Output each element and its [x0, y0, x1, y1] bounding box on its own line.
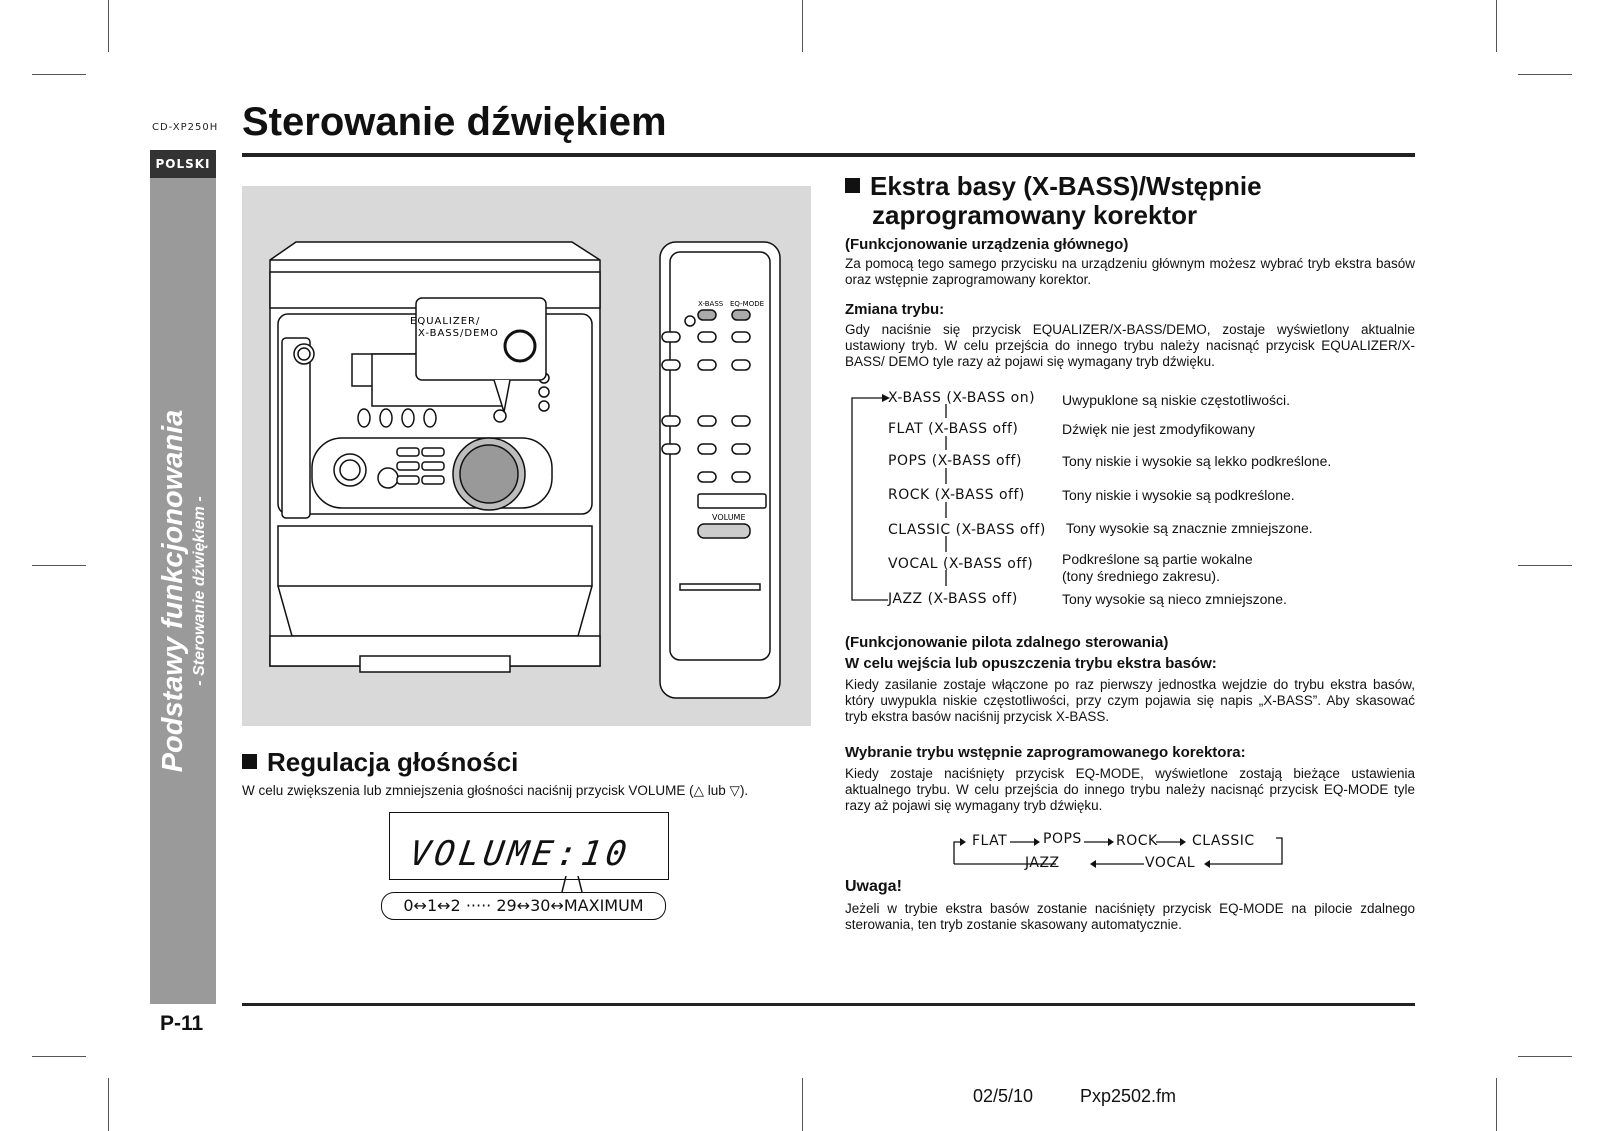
stereo-and-remote-drawing [242, 186, 811, 726]
mode-name: FLAT (X-BASS off) [888, 421, 1019, 437]
eq-pops: POPS [1043, 831, 1082, 847]
mode-desc: Tony wysokie są nieco zmniejszone. [1062, 591, 1287, 607]
model-number: CD-XP250H [152, 122, 219, 133]
mode-change-heading: Zmiana trybu: [845, 301, 945, 318]
footer-date: 02/5/10 [973, 1086, 1034, 1106]
mode-name: VOCAL (X-BASS off) [888, 556, 1034, 572]
eq-text: Kiedy zostaje naciśnięty przycisk EQ-MODE, wyświetlone zostają bieżące ustawienia aktualnego trybu. W celu przejścia do innego trybu należy nacisnąć przycisk EQ-MODE tyle razy aż pojawi się wymagany tryb dźwięku. [845, 766, 1415, 813]
product-illustration [242, 186, 811, 726]
sidebar-sub-label: - Sterowanie dźwiękiem - [191, 496, 208, 686]
mode-desc: Tony wysokie są znacznie zmniejszone. [1066, 520, 1313, 536]
volume-heading [242, 748, 518, 777]
eq-flat: FLAT [972, 833, 1008, 849]
mode-desc: Tony niskie i wysokie są podkreślone. [1062, 487, 1295, 503]
eq-rock: ROCK [1116, 833, 1158, 849]
note-heading: Uwaga! [845, 878, 902, 895]
crop-mark [802, 0, 803, 52]
note-text: Jeżeli w trybie ekstra basów zostanie naciśnięty przycisk EQ-MODE na pilocie zdalnego sterowania, ten tryb zostanie skasowany automatycznie. [845, 901, 1415, 932]
sidebar-labels [156, 410, 210, 773]
xbass-heading-line2: zaprogramowany korektor [872, 200, 1198, 230]
crop-mark [32, 1056, 86, 1057]
crop-mark [32, 74, 86, 75]
mode-name: X-BASS (X-BASS on) [888, 390, 1036, 406]
eq-vocal: VOCAL [1145, 855, 1196, 871]
callout-line2: X-BASS/DEMO [418, 328, 499, 339]
mode-name: CLASSIC (X-BASS off) [888, 522, 1046, 538]
mode-name: JAZZ (X-BASS off) [888, 591, 1018, 607]
mode-name: ROCK (X-BASS off) [888, 487, 1025, 503]
crop-mark [32, 565, 86, 566]
mode-name: POPS (X-BASS off) [888, 453, 1022, 469]
crop-mark [108, 1078, 109, 1131]
crop-mark [108, 0, 109, 52]
callout-line1: EQUALIZER/ [410, 316, 481, 327]
remote-text: Kiedy zasilanie zostaje włączone po raz pierwszy jednostka wejdzie do trybu ekstra basów, który uwypukla niskie częstotliwości, przy czym pojawia się napis „X-BASS”. Aby skasować tryb ekstra basów naciśnij przycisk X-BASS. [845, 677, 1415, 724]
square-bullet-icon [845, 178, 860, 193]
volume-display-text: VOLUME:10 [407, 834, 634, 874]
main-unit-heading: (Funkcjonowanie urządzenia głównego) [845, 236, 1129, 253]
crop-mark [1496, 0, 1497, 52]
language-tab: POLSKI [150, 150, 216, 178]
eq-heading: Wybranie trybu wstępnie zaprogramowanego korektora: [845, 744, 1246, 761]
volume-text: W celu zwiększenia lub zmniejszenia głośności naciśnij przycisk VOLUME (△ lub ▽). [242, 783, 749, 798]
volume-range: 0↔1↔2 ····· 29↔30↔MAXIMUM [381, 892, 666, 920]
xbass-heading-line1: Ekstra basy (X-BASS)/Wstępnie [870, 171, 1262, 201]
mode-change-text: Gdy naciśnie się przycisk EQUALIZER/X-BASS/DEMO, zostaje wyświetlony aktualnie ustawiony tryb. W celu przejścia do innego trybu należy nacisnąć przycisk EQUALIZER/X-BASS/ DEMO tyle razy aż pojawi się wymagany tryb dźwięku. [845, 322, 1415, 369]
section-sidebar [150, 178, 216, 1004]
remote-volume-label: VOLUME [712, 513, 746, 522]
remote-heading: (Funkcjonowanie pilota zdalnego sterowania) [845, 634, 1169, 651]
mode-desc: Uwypuklone są niskie częstotliwości. [1062, 392, 1290, 408]
bottom-rule [242, 1003, 1415, 1006]
main-unit-text: Za pomocą tego samego przycisku na urządzeniu głównym możesz wybrać tryb ekstra basów oraz wstępnie zaprogramowany korektor. [845, 256, 1415, 287]
sidebar-main-label: Podstawy funkcjonowania [157, 409, 189, 773]
mode-desc: Podkreślone są partie wokalne (tony średniego zakresu). [1062, 551, 1253, 584]
mode-desc: Tony niskie i wysokie są lekko podkreślone. [1062, 453, 1332, 469]
mode-desc: Dźwięk nie jest zmodyfikowany [1062, 421, 1255, 437]
xbass-heading [845, 172, 1405, 230]
footer-file: Pxp2502.fm [1080, 1086, 1177, 1106]
crop-mark [1518, 1056, 1572, 1057]
square-bullet-icon [242, 754, 257, 769]
crop-mark [1496, 1078, 1497, 1131]
page-title: Sterowanie dźwiękiem [242, 100, 667, 144]
volume-heading-text: Regulacja głośności [267, 747, 519, 777]
remote-eqmode-label: EQ-MODE [730, 300, 765, 308]
eq-classic: CLASSIC [1192, 833, 1255, 849]
title-rule [242, 153, 1415, 157]
crop-mark [1518, 74, 1572, 75]
equalizer-button-icon [505, 331, 535, 361]
crop-mark [1518, 565, 1572, 566]
remote-subheading: W celu wejścia lub opuszczenia trybu ekstra basów: [845, 655, 1217, 672]
page-number: P-11 [160, 1012, 204, 1035]
crop-mark [802, 1078, 803, 1131]
eq-jazz: JAZZ [1025, 855, 1060, 871]
remote-xbass-label: X-BASS [698, 300, 724, 308]
